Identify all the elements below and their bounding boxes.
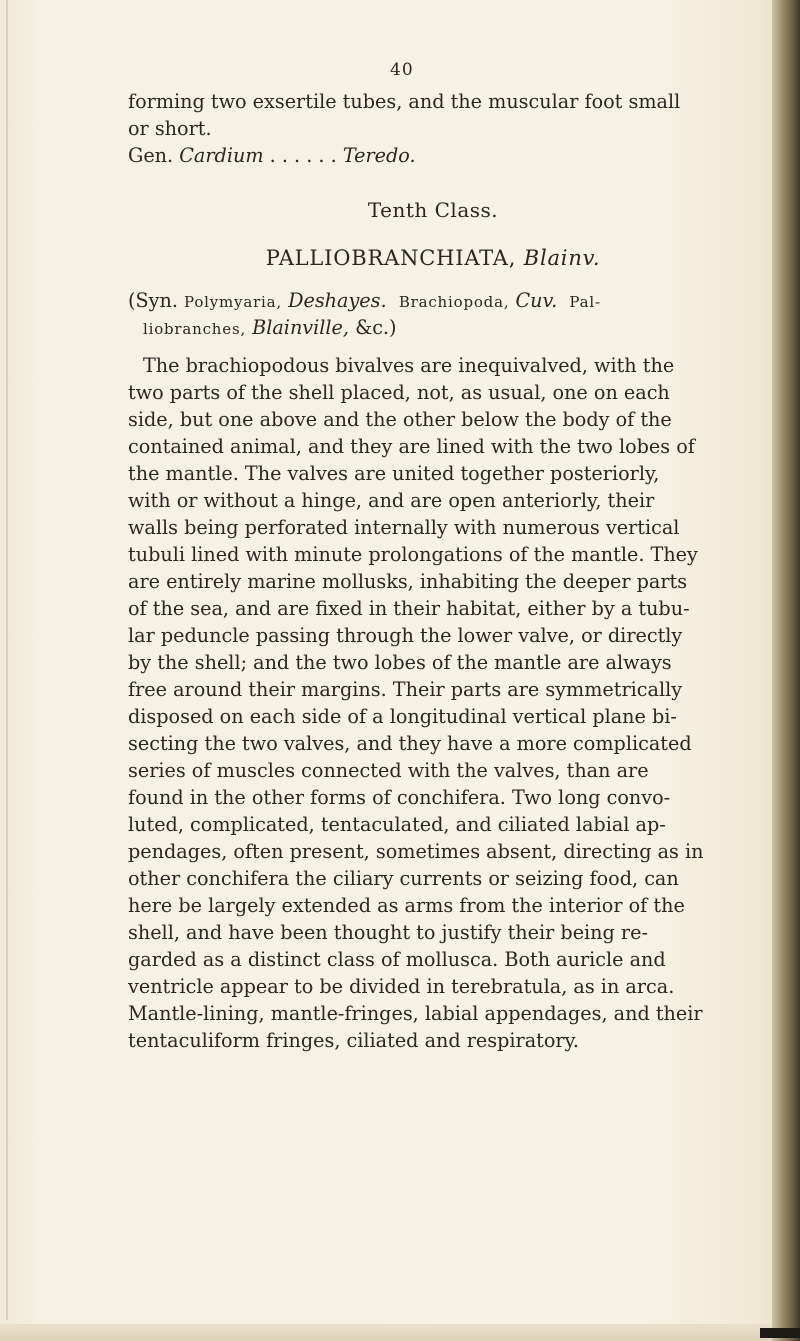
text-line: other conchifera the ciliary currents or seizing food, can xyxy=(128,867,679,890)
synonyms-close: &c.) xyxy=(355,316,397,339)
class-authority: Blainv. xyxy=(523,246,601,270)
text-line: found in the other forms of conchifera. Two long convo- xyxy=(128,786,671,809)
synonym-author: Deshayes. xyxy=(288,289,387,312)
synonym-name: Brachiopoda, xyxy=(398,293,510,311)
text-line: lar peduncle passing through the lower valve, or directly xyxy=(128,624,683,647)
text-line: The brachiopodous bivalves are inequivalved, with the xyxy=(143,354,675,377)
text-line: disposed on each side of a longitudinal vertical plane bi- xyxy=(128,705,677,728)
text-line: ventricle appear to be divided in terebratula, as in arca. xyxy=(128,975,675,998)
class-name: PALLIOBRANCHIATA, xyxy=(265,246,517,270)
text-line: with or without a hinge, and are open anteriorly, their xyxy=(128,489,655,512)
text-line: or short. xyxy=(128,117,212,140)
synonyms-line-2 xyxy=(143,316,753,339)
synonym-name: Pal- xyxy=(569,293,601,311)
text-line: walls being perforated internally with numerous vertical xyxy=(128,516,680,539)
page-left-edge xyxy=(6,0,8,1320)
text-line: are entirely marine mollusks, inhabiting the deeper parts xyxy=(128,570,688,593)
text-line: luted, complicated, tentaculated, and ciliated labial ap- xyxy=(128,813,666,836)
text-line: tentaculiform fringes, ciliated and respiratory. xyxy=(128,1029,579,1052)
synonym-author: Cuv. xyxy=(515,289,558,312)
text-line: pendages, often present, sometimes absent, directing as in xyxy=(128,840,704,863)
genus-last: Teredo. xyxy=(342,144,416,167)
text-line: contained animal, and they are lined with the two lobes of xyxy=(128,435,695,458)
text-line: garded as a distinct class of mollusca. Both auricle and xyxy=(128,948,666,971)
genera-dots: . . . . . . xyxy=(263,144,343,167)
genera-line xyxy=(128,144,738,167)
text-line: the mantle. The valves are united together posteriorly, xyxy=(128,462,660,485)
book-spine-edge xyxy=(772,0,800,1341)
text-line: Mantle-lining, mantle-fringes, labial appendages, and their xyxy=(128,1002,703,1025)
synonym-author: Blainville, xyxy=(252,316,349,339)
genera-prefix: Gen. xyxy=(128,144,174,167)
text-line: forming two exsertile tubes, and the muscular foot small xyxy=(128,90,681,113)
bottom-corner-mark xyxy=(760,1328,800,1338)
text-line: series of muscles connected with the valves, than are xyxy=(128,759,649,782)
text-line: shell, and have been thought to justify their being re- xyxy=(128,921,648,944)
class-heading: Tenth Class. xyxy=(367,198,499,222)
synonyms-open: (Syn. xyxy=(128,289,178,312)
text-line: of the sea, and are fixed in their habitat, either by a tubu- xyxy=(128,597,690,620)
text-line: side, but one above and the other below the body of the xyxy=(128,408,672,431)
page-bottom-edge xyxy=(0,1324,772,1341)
page-number: 40 xyxy=(390,60,414,80)
genus-first: Cardium xyxy=(179,144,264,167)
text-line: here be largely extended as arms from the interior of the xyxy=(128,894,685,917)
text-line: tubuli lined with minute prolongations of the mantle. They xyxy=(128,543,698,566)
synonym-name: Polymyaria, xyxy=(184,293,282,311)
text-line: by the shell; and the two lobes of the mantle are always xyxy=(128,651,672,674)
text-line: free around their margins. Their parts are symmetrically xyxy=(128,678,683,701)
text-line: secting the two valves, and they have a more complicated xyxy=(128,732,692,755)
text-line: two parts of the shell placed, not, as usual, one on each xyxy=(128,381,670,404)
synonyms-line-1 xyxy=(128,289,738,312)
synonym-name: liobranches, xyxy=(143,320,247,338)
class-title xyxy=(128,246,738,270)
